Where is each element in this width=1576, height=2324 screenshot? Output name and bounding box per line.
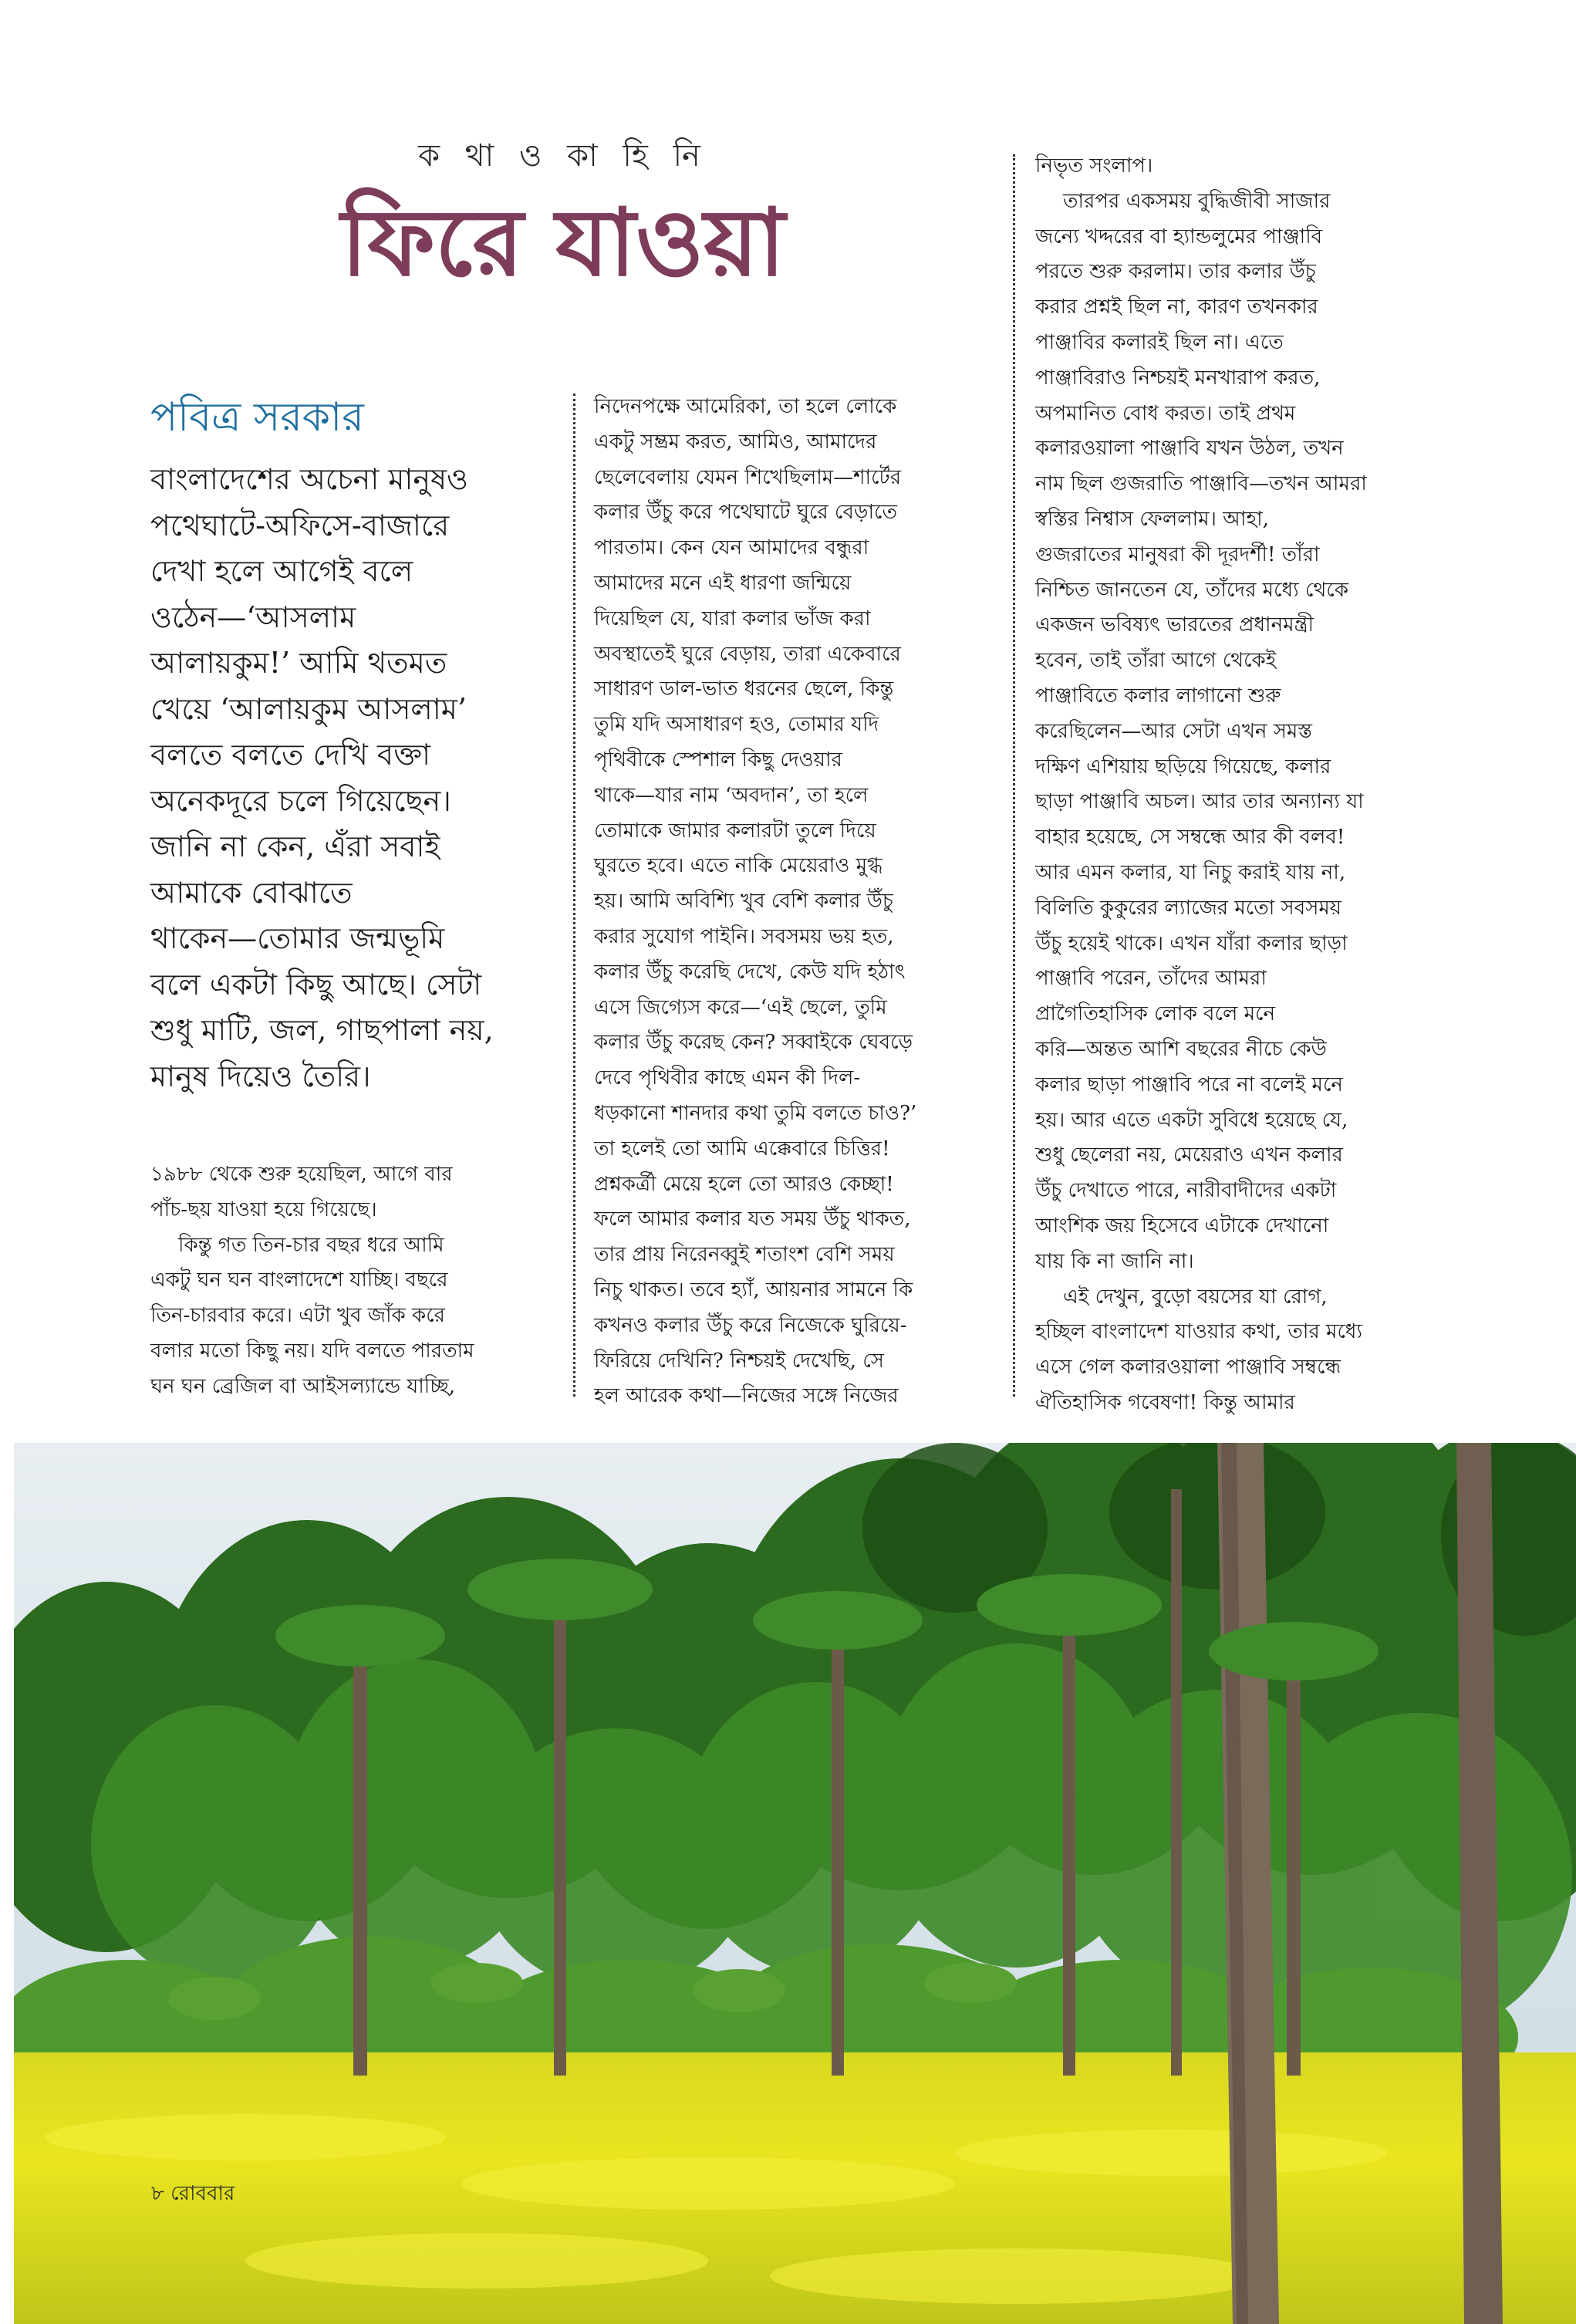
text-line: ১৯৮৮ থেকে শুরু হয়েছিল, আগে বার: [150, 1163, 453, 1186]
text-line: উঁচু হয়েই থাকে। এখন যাঁরা কলার ছাড়া: [1035, 931, 1348, 955]
text-line: নিদেনপক্ষে আমেরিকা, তা হলে লোকে: [594, 395, 897, 418]
text-line: প্রশ্নকর্ত্রী মেয়ে হলে তো আরও কেচ্ছা!: [594, 1172, 894, 1196]
text-line: ঐতিহাসিক গবেষণা! কিন্তু আমার: [1035, 1390, 1295, 1414]
page-folio: ৮ রোববার: [151, 2182, 235, 2205]
text-line: ঘন ঘন ব্রেজিল বা আইসল্যান্ডে যাচ্ছি,: [150, 1374, 456, 1398]
text-line: তার প্রায় নিরেনব্বুই শতাংশ বেশি সময়: [594, 1243, 895, 1267]
text-line: জন্যে খদ্দরের বা হ্যান্ডলুমের পাঞ্জাবি: [1035, 225, 1323, 248]
body-column-2: [594, 390, 995, 1414]
text-line: আংশিক জয় হিসেবে এটাকে দেখানো: [1035, 1214, 1329, 1238]
text-line: নিচু থাকত। তবে হ্যাঁ, আয়নার সামনে কি: [594, 1278, 913, 1302]
text-line: একজন ভবিষ্যৎ ভারতের প্রধানমন্ত্রী: [1035, 613, 1314, 637]
text-line: দিয়েছিল যে, যারা কলার ভাঁজ করা: [594, 606, 871, 630]
text-line: নাম ছিল গুজরাতি পাঞ্জাবি—তখন আমরা: [1035, 472, 1367, 496]
lede-line: জানি না কেন, এঁরা সবাই: [150, 829, 440, 863]
text-line: ফিরিয়ে দেখিনি? নিশ্চয়ই দেখেছি, সে: [594, 1349, 884, 1373]
author-byline: পবিত্র সরকার: [150, 394, 364, 441]
text-line: কখনও কলার উঁচু করে নিজেকে ঘুরিয়ে-: [594, 1313, 907, 1337]
text-line: পরতে শুরু করলাম। তার কলার উঁচু: [1035, 260, 1316, 284]
lede-line: ওঠেন—‘আসলাম: [150, 600, 356, 634]
text-line: একটু ঘন ঘন বাংলাদেশে যাচ্ছি। বছরে: [150, 1268, 448, 1292]
text-line: করার সুযোগ পাইনি। সবসময় ভয় হত,: [594, 924, 894, 948]
lede-line: খেয়ে ‘আলায়কুম আসলাম’: [150, 691, 467, 726]
text-line: আমাদের মনে এই ধারণা জন্মিয়ে: [594, 571, 852, 595]
text-line: হয়। আর এতে একটা সুবিধে হয়েছে যে,: [1035, 1108, 1348, 1132]
lede-line: বলে একটা কিছু আছে। সেটা: [150, 967, 482, 1002]
text-line: দক্ষিণ এশিয়ায় ছড়িয়ে গিয়েছে, কলার: [1035, 755, 1331, 779]
body-column-1: [150, 1157, 567, 1405]
text-line: করেছিলেন—আর সেটা এখন সমস্ত: [1035, 719, 1313, 743]
lede-line: পথেঘাটে-অফিসে-বাজারে: [150, 508, 450, 542]
landscape-photo: [14, 1443, 1576, 2324]
lede-line: শুধু মাটি, জল, গাছপালা নয়,: [150, 1013, 494, 1047]
text-line: পাঞ্জাবিতে কলার লাগানো শুরু: [1035, 684, 1281, 708]
text-line: হচ্ছিল বাংলাদেশ যাওয়ার কথা, তার মধ্যে: [1035, 1320, 1363, 1344]
lede-line: দেখা হলে আগেই বলে: [150, 554, 413, 588]
text-line: পাঞ্জাবিরাও নিশ্চয়ই মনখারাপ করত,: [1035, 366, 1321, 390]
text-line: অপমানিত বোধ করত। তাই প্রথম: [1035, 401, 1296, 425]
column-divider: [573, 394, 575, 1397]
text-line: পাঞ্জাবির কলারই ছিল না। এতে: [1035, 330, 1284, 354]
text-line: পৃথিবীকে স্পেশাল কিছু দেওয়ার: [594, 748, 842, 772]
text-line: গুজরাতের মানুষরা কী দূরদর্শী! তাঁরা: [1035, 542, 1320, 566]
text-line: সাধারণ ডাল-ভাত ধরনের ছেলে, কিন্তু: [594, 677, 894, 701]
section-label: ক থা ও কা হি নি: [418, 138, 708, 174]
text-line: যায় কি না জানি না।: [1035, 1249, 1194, 1273]
text-line: নিভৃত সংলাপ।: [1035, 154, 1153, 177]
text-line: প্রাগৈতিহাসিক লোক বলে মনে: [1035, 1002, 1275, 1026]
text-line: হয়। আমি অবিশ্যি খুব বেশি কলার উঁচু: [594, 890, 893, 914]
text-line: স্বস্তির নিশ্বাস ফেললাম। আহা,: [1035, 507, 1269, 531]
text-line: এই দেখুন, বুড়ো বয়সের যা রোগ,: [1063, 1285, 1328, 1309]
text-line: ফলে আমার কলার যত সময় উঁচু থাকত,: [594, 1208, 911, 1231]
text-line: আর এমন কলার, যা নিচু করাই যায় না,: [1035, 860, 1346, 884]
text-line: থাকে—যার নাম ‘অবদান’, তা হলে: [594, 783, 869, 807]
text-line: ছেলেবেলায় যেমন শিখেছিলাম—শার্টের: [594, 465, 902, 489]
text-line: এসে জিগ্যেস করে—‘এই ছেলে, তুমি: [594, 995, 887, 1019]
text-line: এসে গেল কলারওয়ালা পাঞ্জাবি সম্বন্ধে: [1035, 1356, 1341, 1380]
text-line: কলার উঁচু করে পথেঘাটে ঘুরে বেড়াতে: [594, 501, 897, 525]
text-line: করি—অন্তত আশি বছরের নীচে কেউ: [1035, 1037, 1327, 1061]
text-line: পাঁচ-ছয় যাওয়া হয়ে গিয়েছে।: [150, 1197, 377, 1221]
text-line: কলার ছাড়া পাঞ্জাবি পরে না বলেই মনে: [1035, 1072, 1343, 1096]
lede-line: বলতে বলতে দেখি বক্তা: [150, 738, 431, 772]
text-line: পারতাম। কেন যেন আমাদের বন্ধুরা: [594, 536, 869, 560]
text-line: অবস্থাতেই ঘুরে বেড়ায়, তারা একেবারে: [594, 642, 901, 666]
text-line: পাঞ্জাবি পরেন, তাঁদের আমরা: [1035, 967, 1267, 991]
text-line: কিন্তু গত তিন-চার বছর ধরে আমি: [178, 1233, 444, 1257]
text-line: শুধু ছেলেরা নয়, মেয়েরাও এখন কলার: [1035, 1143, 1343, 1167]
text-line: একটু সম্ভ্রম করত, আমিও, আমাদের: [594, 430, 877, 454]
lede-line: মানুষ দিয়েও তৈরি।: [150, 1059, 371, 1093]
lede-paragraph: [150, 457, 559, 1100]
text-line: তারপর একসময় বুদ্ধিজীবী সাজার: [1063, 189, 1331, 213]
text-line: উঁচু দেখাতে পারে, নারীবাদীদের একটা: [1035, 1179, 1337, 1203]
text-line: কলার উঁচু করেছ কেন? সব্বাইকে ঘেবড়ে: [594, 1031, 913, 1055]
text-line: তোমাকে জামার কলারটা তুলে দিয়ে: [594, 819, 876, 843]
lede-line: আলায়কুম!’ আমি থতমত: [150, 646, 447, 680]
text-line: বলার মতো কিছু নয়। যদি বলতে পারতাম: [150, 1339, 474, 1363]
text-line: বিলিতি কুকুরের ল্যাজের মতো সবসময়: [1035, 896, 1342, 920]
column-divider: [1013, 154, 1015, 1397]
text-line: হবেন, তাই তাঁরা আগে থেকেই: [1035, 649, 1277, 673]
body-column-3: [1035, 149, 1444, 1421]
text-line: তুমি যদি অসাধারণ হও, তোমার যদি: [594, 713, 879, 737]
lede-line: আমাকে বোঝাতে: [150, 875, 353, 910]
text-line: হল আরেক কথা—নিজের সঙ্গে নিজের: [594, 1384, 899, 1408]
lede-line: অনেকদূরে চলে গিয়েছেন।: [150, 783, 451, 818]
lede-line: থাকেন—তোমার জন্মভূমি: [150, 921, 445, 955]
text-line: কলার উঁচু করেছি দেখে, কেউ যদি হঠাৎ: [594, 960, 906, 984]
text-line: করার প্রশ্নই ছিল না, কারণ তখনকার: [1035, 296, 1318, 319]
text-line: বাহার হয়েছে, সে সম্বন্ধে আর কী বলব!: [1035, 826, 1345, 850]
lede-line: বাংলাদেশের অচেনা মানুষও: [150, 462, 469, 496]
text-line: ধড়কানো শানদার কথা তুমি বলতে চাও?’: [594, 1101, 917, 1125]
text-line: নিশ্চিত জানতেন যে, তাঁদের মধ্যে থেকে: [1035, 578, 1348, 602]
text-line: তিন-চারবার করে। এটা খুব জাঁক করে: [150, 1304, 445, 1328]
text-line: তা হলেই তো আমি এক্কেবারে চিত্তির!: [594, 1137, 890, 1160]
text-line: দেবে পৃথিবীর কাছে এমন কী দিল-: [594, 1066, 861, 1090]
article-headline: ফিরে যাওয়া: [341, 188, 785, 297]
text-line: ছাড়া পাঞ্জাবি অচল। আর তার অন্যান্য যা: [1035, 790, 1364, 814]
text-line: ঘুরতে হবে। এতে নাকি মেয়েরাও মুগ্ধ: [594, 854, 882, 878]
text-line: কলারওয়ালা পাঞ্জাবি যখন উঠল, তখন: [1035, 437, 1344, 461]
